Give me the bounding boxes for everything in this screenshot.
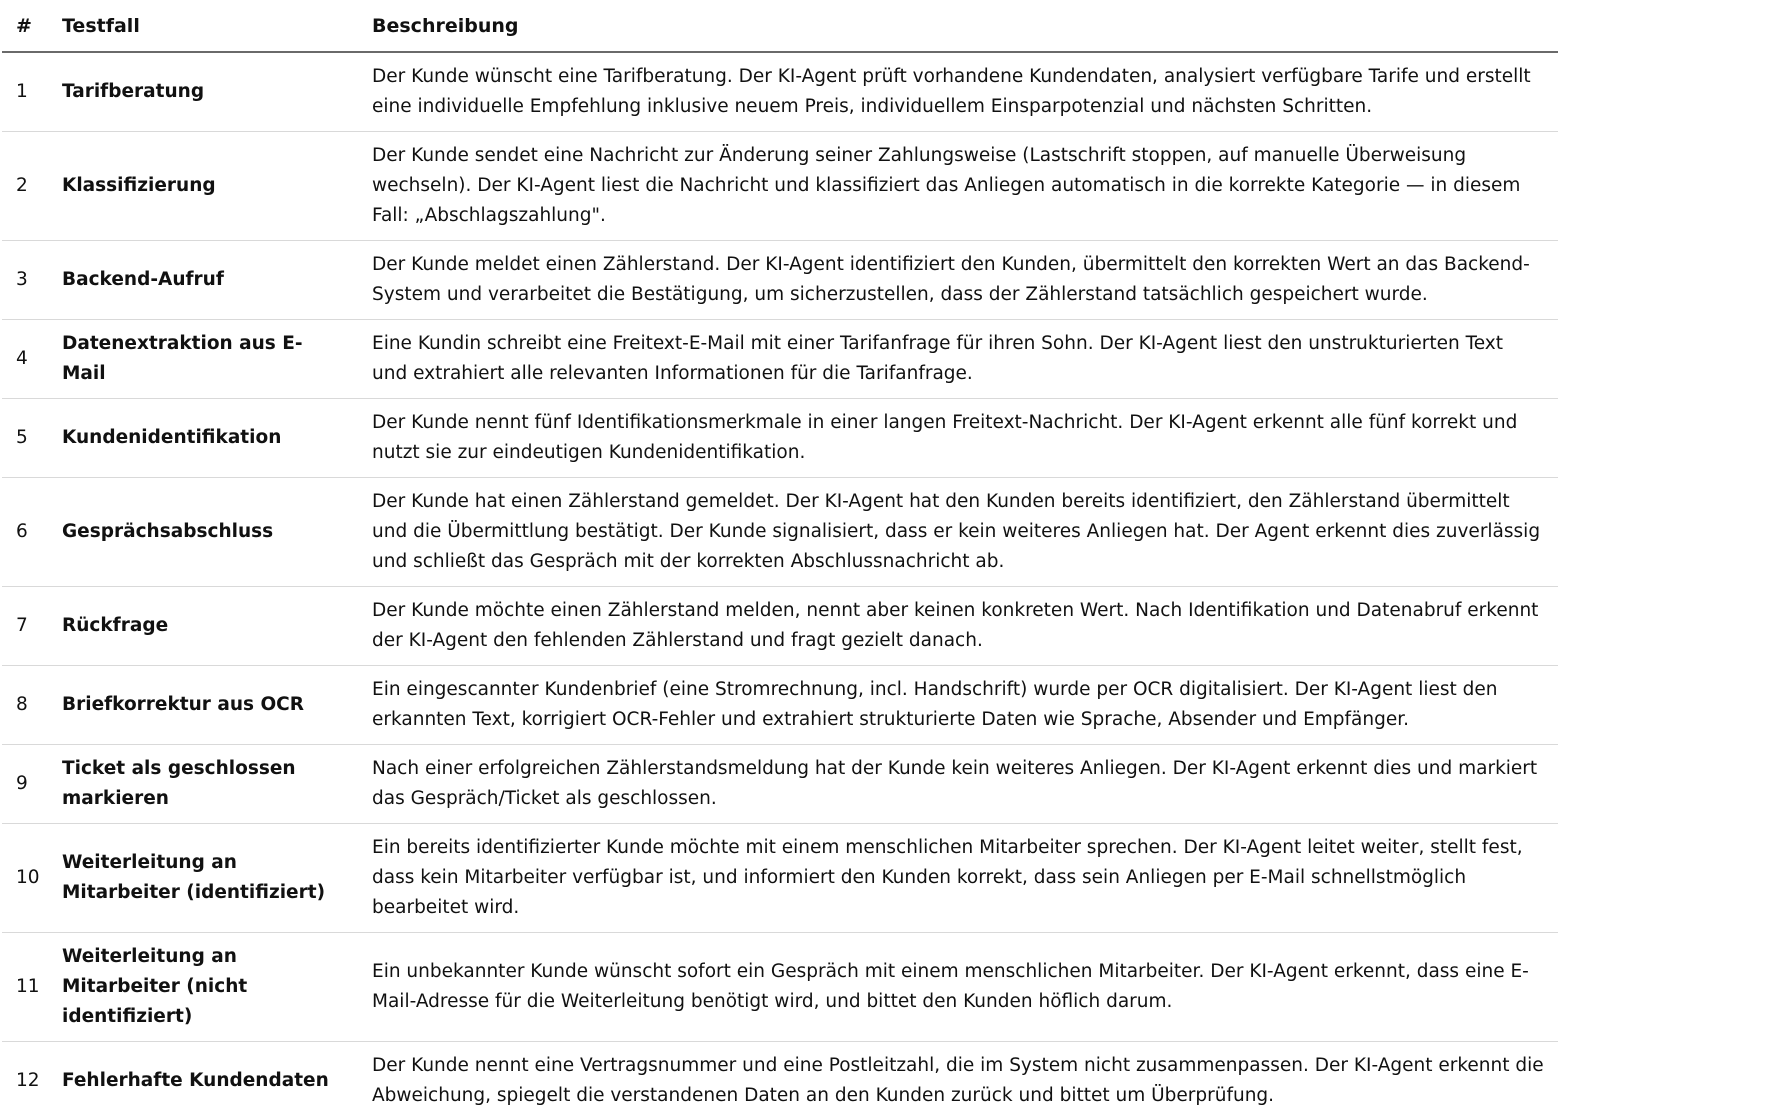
row-number: 9 xyxy=(2,745,48,824)
row-description: Der Kunde hat einen Zählerstand gemeldet. Der KI-Agent hat den Kunden bereits identifiziert, den Zählerstand übermittelt und die Übermittlung bestätigt. Der Kunde signalisiert, dass er kein weiteres Anliegen hat. Der Agent erkennt dies zuverlässig und schließt das Gespräch mit der korrekten Abschlussnachricht ab. xyxy=(358,478,1558,587)
row-testcase: Backend-Aufruf xyxy=(48,241,358,320)
header-number: # xyxy=(2,0,48,52)
row-number: 12 xyxy=(2,1042,48,1120)
row-testcase: Weiterleitung an Mitarbeiter (identifiziert) xyxy=(48,824,358,933)
table-row xyxy=(2,399,1558,478)
table-row xyxy=(2,587,1558,666)
row-description: Der Kunde wünscht eine Tarifberatung. Der KI-Agent prüft vorhandene Kundendaten, analysiert verfügbare Tarife und erstellt eine individuelle Empfehlung inklusive neuem Preis, individuellem Einsparpotenzial und nächsten Schritten. xyxy=(358,52,1558,132)
row-testcase: Kundenidentifikation xyxy=(48,399,358,478)
row-number: 8 xyxy=(2,666,48,745)
row-testcase: Datenextraktion aus E-Mail xyxy=(48,320,358,399)
row-description: Eine Kundin schreibt eine Freitext-E-Mail mit einer Tarifanfrage für ihren Sohn. Der KI-Agent liest den unstrukturierten Text und extrahiert alle relevanten Informationen für die Tarifanfrage. xyxy=(358,320,1558,399)
table-row xyxy=(2,52,1558,132)
row-description: Ein unbekannter Kunde wünscht sofort ein Gespräch mit einem menschlichen Mitarbeiter. Der KI-Agent erkennt, dass eine E-Mail-Adresse für die Weiterleitung benötigt wird, und bittet den Kunden höflich darum. xyxy=(358,933,1558,1042)
table-row xyxy=(2,241,1558,320)
header-row xyxy=(2,0,1558,52)
table-row xyxy=(2,666,1558,745)
row-testcase: Gesprächsabschluss xyxy=(48,478,358,587)
table-row xyxy=(2,1042,1558,1120)
test-case-table xyxy=(2,0,1558,1120)
row-testcase: Weiterleitung an Mitarbeiter (nicht identifiziert) xyxy=(48,933,358,1042)
row-testcase: Klassifizierung xyxy=(48,132,358,241)
row-testcase: Tarifberatung xyxy=(48,52,358,132)
table-body xyxy=(2,52,1558,1120)
row-description: Der Kunde meldet einen Zählerstand. Der KI-Agent identifiziert den Kunden, übermittelt den korrekten Wert an das Backend-System und verarbeitet die Bestätigung, um sicherzustellen, dass der Zählerstand tatsächlich gespeichert wurde. xyxy=(358,241,1558,320)
row-number: 6 xyxy=(2,478,48,587)
header-testcase: Testfall xyxy=(48,0,358,52)
row-testcase: Rückfrage xyxy=(48,587,358,666)
row-number: 10 xyxy=(2,824,48,933)
row-description: Ein bereits identifizierter Kunde möchte mit einem menschlichen Mitarbeiter sprechen. Der KI-Agent leitet weiter, stellt fest, dass kein Mitarbeiter verfügbar ist, und informiert den Kunden korrekt, dass sein Anliegen per E-Mail schnellstmöglich bearbeitet wird. xyxy=(358,824,1558,933)
row-testcase: Fehlerhafte Kundendaten xyxy=(48,1042,358,1120)
table-row xyxy=(2,478,1558,587)
table-row xyxy=(2,320,1558,399)
row-testcase: Ticket als geschlossen markieren xyxy=(48,745,358,824)
row-description: Der Kunde nennt eine Vertragsnummer und eine Postleitzahl, die im System nicht zusammenpassen. Der KI-Agent erkennt die Abweichung, spiegelt die verstandenen Daten an den Kunden zurück und bittet um Überprüfung. xyxy=(358,1042,1558,1120)
row-description: Nach einer erfolgreichen Zählerstandsmeldung hat der Kunde kein weiteres Anliegen. Der KI-Agent erkennt dies und markiert das Gespräch/Ticket als geschlossen. xyxy=(358,745,1558,824)
row-number: 1 xyxy=(2,52,48,132)
row-number: 4 xyxy=(2,320,48,399)
table-header xyxy=(2,0,1558,52)
table-row xyxy=(2,824,1558,933)
table-row xyxy=(2,933,1558,1042)
row-description: Ein eingescannter Kundenbrief (eine Stromrechnung, incl. Handschrift) wurde per OCR digitalisiert. Der KI-Agent liest den erkannten Text, korrigiert OCR-Fehler und extrahiert strukturierte Daten wie Sprache, Absender und Empfänger. xyxy=(358,666,1558,745)
row-number: 3 xyxy=(2,241,48,320)
header-description: Beschreibung xyxy=(358,0,1558,52)
row-description: Der Kunde nennt fünf Identifikationsmerkmale in einer langen Freitext-Nachricht. Der KI-Agent erkennt alle fünf korrekt und nutzt sie zur eindeutigen Kundenidentifikation. xyxy=(358,399,1558,478)
row-number: 2 xyxy=(2,132,48,241)
table-row xyxy=(2,132,1558,241)
row-number: 7 xyxy=(2,587,48,666)
row-description: Der Kunde möchte einen Zählerstand melden, nennt aber keinen konkreten Wert. Nach Identifikation und Datenabruf erkennt der KI-Agent den fehlenden Zählerstand und fragt gezielt danach. xyxy=(358,587,1558,666)
table-row xyxy=(2,745,1558,824)
row-testcase: Briefkorrektur aus OCR xyxy=(48,666,358,745)
row-description: Der Kunde sendet eine Nachricht zur Änderung seiner Zahlungsweise (Lastschrift stoppen, auf manuelle Überweisung wechseln). Der KI-Agent liest die Nachricht und klassifiziert das Anliegen automatisch in die korrekte Kategorie — in diesem Fall: „Abschlagszahlung". xyxy=(358,132,1558,241)
row-number: 5 xyxy=(2,399,48,478)
row-number: 11 xyxy=(2,933,48,1042)
